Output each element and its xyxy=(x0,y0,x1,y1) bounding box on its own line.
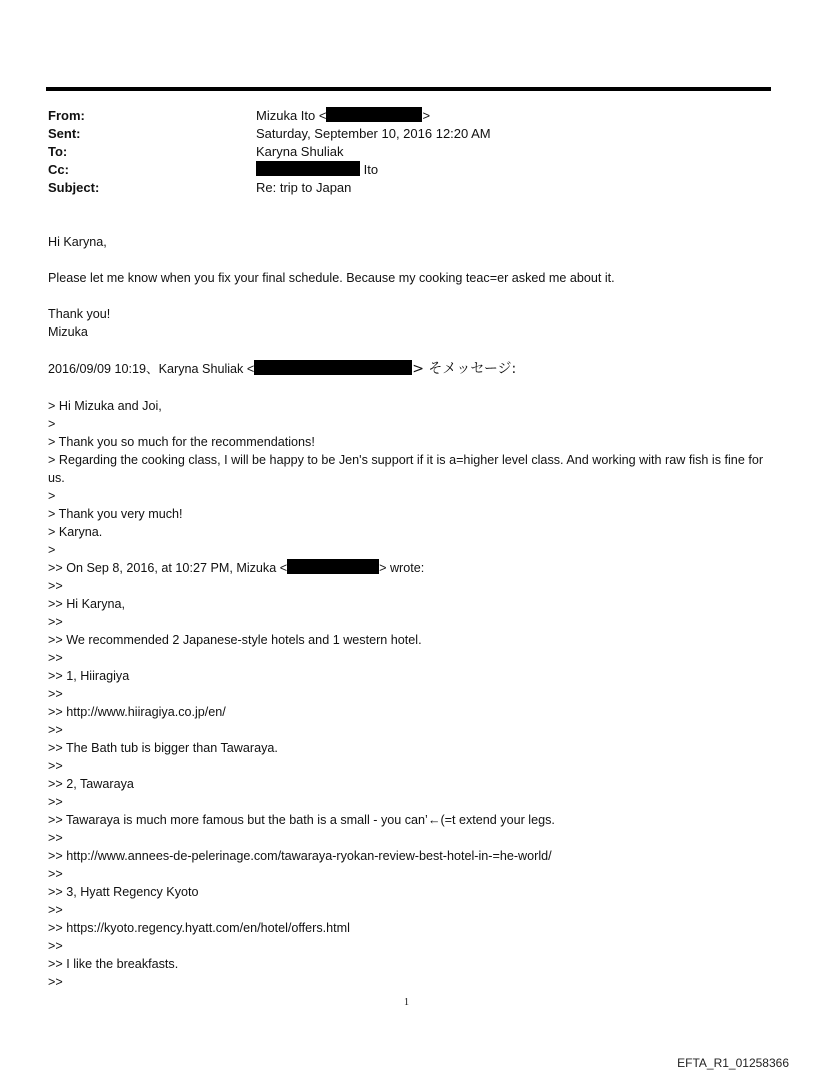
from-close: > xyxy=(422,108,431,123)
redaction-box xyxy=(254,360,412,375)
reply-suffix: > そメッセージ: xyxy=(412,361,517,377)
to-value: Karyna Shuliak xyxy=(256,144,344,159)
header-divider xyxy=(46,87,771,91)
signature: Mizuka xyxy=(48,325,88,339)
quoted-link: >> http://www.annees-de-pelerinage.com/tawaraya-ryokan-review-best-hotel-in-=he-world/ xyxy=(48,849,552,863)
quoted-line: >> xyxy=(48,939,63,953)
quoted-line: > xyxy=(48,489,56,503)
sent-label: Sent: xyxy=(48,126,81,141)
redaction-box xyxy=(256,161,360,176)
body-paragraph: Please let me know when you fix your final schedule. Because my cooking teac=er asked me about it. xyxy=(48,271,615,285)
from-label: From: xyxy=(48,108,85,123)
quoted-line: >> 3, Hyatt Regency Kyoto xyxy=(48,885,199,899)
from-name: Mizuka Ito < xyxy=(256,108,327,123)
quoted-line: >> 2, Tawaraya xyxy=(48,777,134,791)
wrote-suffix: > wrote: xyxy=(379,561,425,575)
quoted-line: > Karyna. xyxy=(48,525,103,539)
cc-label: Cc: xyxy=(48,162,69,177)
quoted-line: >> xyxy=(48,723,63,737)
quoted-line: >> xyxy=(48,867,63,881)
to-label: To: xyxy=(48,144,68,159)
sent-value: Saturday, September 10, 2016 12:20 AM xyxy=(256,126,491,141)
quoted-line: >> xyxy=(48,579,63,593)
quoted-line: >> The Bath tub is bigger than Tawaraya. xyxy=(48,741,278,755)
quoted-line: > Thank you very much! xyxy=(48,507,183,521)
cc-name: Ito xyxy=(363,162,379,177)
quoted-line: >> xyxy=(48,795,63,809)
quoted-line: > Regarding the cooking class, I will be happy to be Jen's support if it is a=higher level class. And working with raw fish is fine for us. xyxy=(48,453,764,485)
quoted-line: >> xyxy=(48,831,63,845)
subject-value: Re: trip to Japan xyxy=(256,180,352,195)
page-number: 1 xyxy=(404,997,409,1008)
quoted-line: > xyxy=(48,543,56,557)
redaction-box xyxy=(326,107,422,122)
reply-header xyxy=(48,360,770,378)
quoted-line: >> xyxy=(48,975,63,989)
quoted-line: >> 1, Hiiragiya xyxy=(48,669,130,683)
quoted-line: > xyxy=(48,417,56,431)
quoted-line: >> xyxy=(48,651,63,665)
quoted-line: > Hi Mizuka and Joi, xyxy=(48,399,162,413)
thanks-line: Thank you! xyxy=(48,307,111,321)
quoted-line: >> xyxy=(48,759,63,773)
wrote-prefix: >> On Sep 8, 2016, at 10:27 PM, Mizuka < xyxy=(48,561,288,575)
quoted-link: >> http://www.hiiragiya.co.jp/en/ xyxy=(48,705,226,719)
greeting: Hi Karyna, xyxy=(48,235,107,249)
quoted-link: >> https://kyoto.regency.hyatt.com/en/hotel/offers.html xyxy=(48,921,350,935)
quoted-line: >> I like the breakfasts. xyxy=(48,957,179,971)
quoted-line: > Thank you so much for the recommendations! xyxy=(48,435,315,449)
cc-value xyxy=(256,161,378,179)
quoted-line: >> We recommended 2 Japanese-style hotels and 1 western hotel. xyxy=(48,633,422,647)
quoted-line: >> Hi Karyna, xyxy=(48,597,126,611)
quoted-wrote-line xyxy=(48,559,770,577)
quoted-line: >> Tawaraya is much more famous but the bath is a small - you can’←(=t extend your legs. xyxy=(48,813,555,827)
subject-label: Subject: xyxy=(48,180,100,195)
document-id: EFTA_R1_01258366 xyxy=(677,1056,789,1070)
quoted-line: >> xyxy=(48,687,63,701)
from-value xyxy=(256,107,430,125)
quoted-line: >> xyxy=(48,615,63,629)
redaction-box xyxy=(287,559,379,574)
reply-prefix: 2016/09/09 10:19、Karyna Shuliak < xyxy=(48,362,255,376)
quoted-line: >> xyxy=(48,903,63,917)
